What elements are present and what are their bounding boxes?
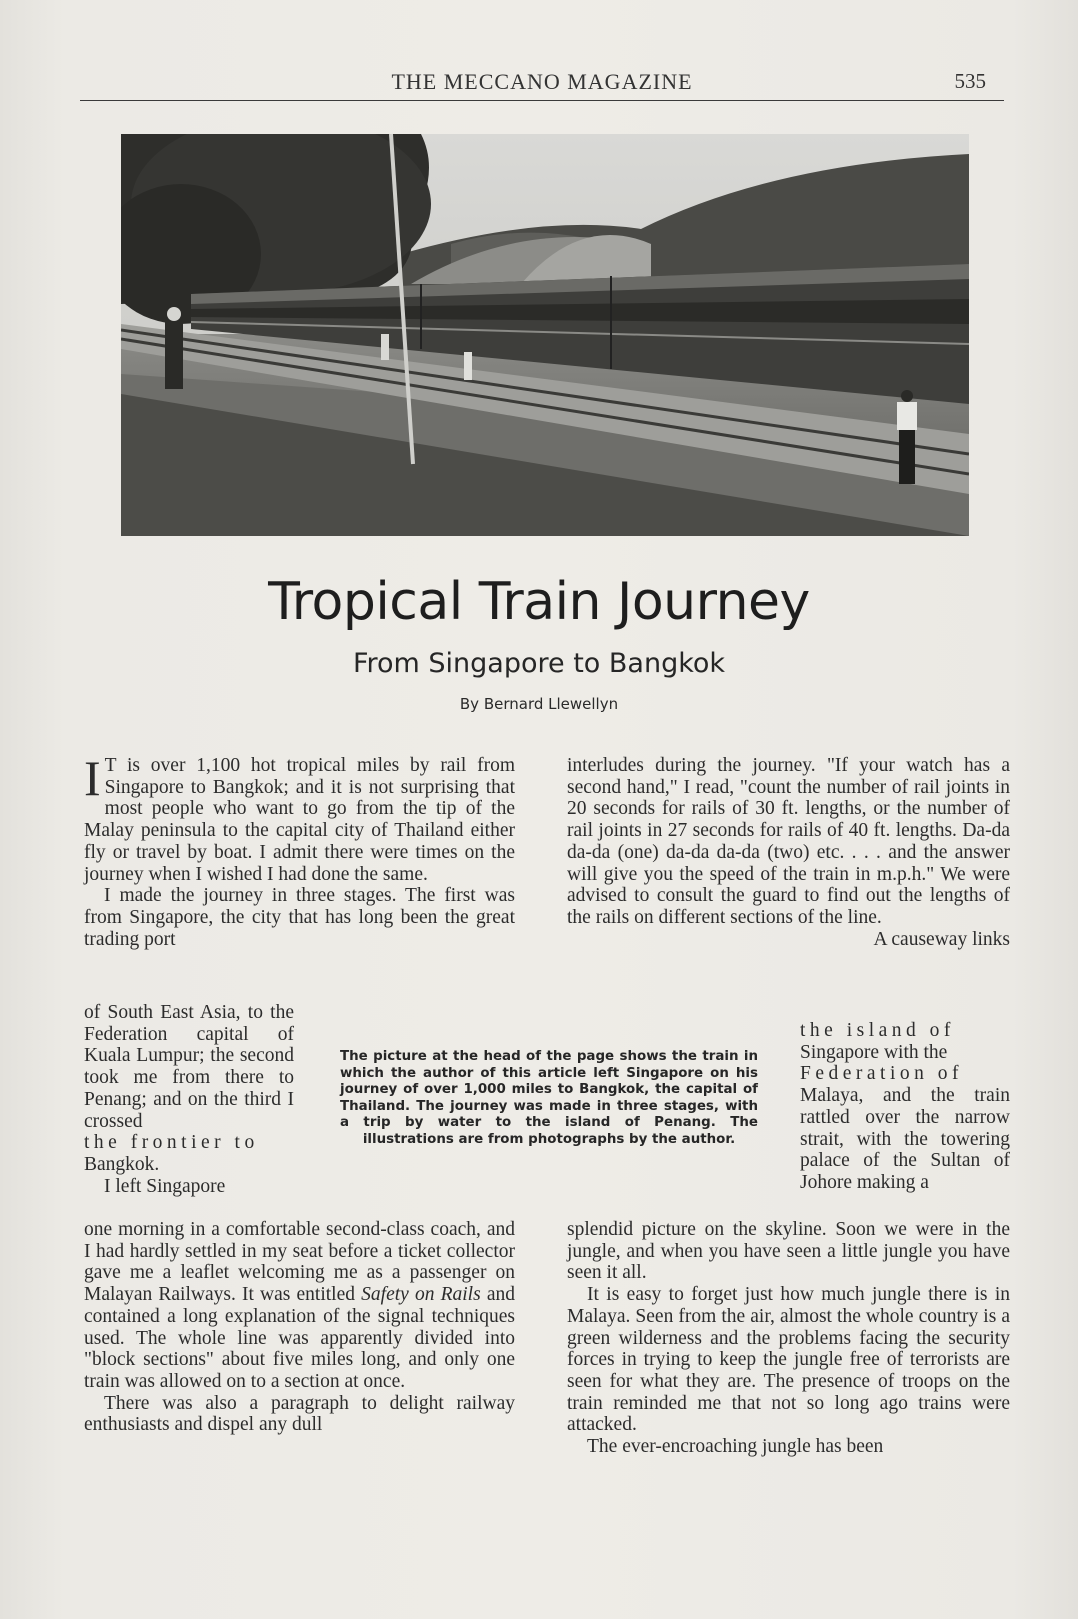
paragraph-text: A causeway links [873, 928, 1010, 950]
paragraph-text: the island of [800, 1020, 955, 1041]
paragraph-text: Bangkok. [84, 1153, 160, 1175]
paragraph-text: Singapore with the [800, 1041, 948, 1063]
paragraph-text: I made the journey in three stages. The first was from Singapore, the city that has long been the great trading port [84, 885, 515, 950]
paragraph-text: The ever-encroaching jungle has been [587, 1436, 884, 1458]
left-column-narrow [84, 1002, 294, 1197]
left-column-top [84, 750, 515, 950]
right-column-narrow [800, 1020, 1010, 1194]
article-byline: By Bernard Llewellyn [459, 695, 619, 713]
paragraph-text: There was also a paragraph to delight railway enthusiasts and dispel any dull [84, 1392, 515, 1436]
left-column-bottom [84, 1219, 515, 1436]
photograph-train-at-station-icon [121, 134, 969, 536]
paragraph-text: It is easy to forget just how much jungle there is in Malaya. Seen from the air, almost the whole country is a green wilderness and the problems facing the security forces in trying to keep the jungle free of terrorists are seen for what they are. The presence of troops on the train reminded me that not so long ago trains were attacked. [567, 1284, 1010, 1436]
paragraph-text: one morning in a comfortable second-class coach, and I had hardly settled in my seat before a ticket collector gave me a leaflet welcoming me as a passenger on Malayan Railways. It was entitled [84, 1219, 515, 1306]
page-number: 535 [954, 69, 986, 93]
paragraph-text: the frontier to [84, 1132, 259, 1154]
paragraph [84, 1219, 515, 1393]
magazine-title: THE MECCANO MAGAZINE [391, 69, 693, 94]
article-title: Tropical Train Journey [268, 572, 810, 632]
right-column-bottom [567, 1219, 1010, 1458]
paragraph-text: and contained a long explanation of the signal techniques used. The whole line was apparently divided into "block sections" about five miles long, and only one train was allowed on to a section at once. [84, 1284, 516, 1392]
paragraph-text: interludes during the journey. "If your watch has a second hand," I read, "count the number of rail joints in 20 seconds for rails of 30 ft. lengths, or the number of rail joints in 27 seconds for rails of 40 ft. lengths. Da-da da-da (one) da-da da-da (two) etc. . . . and the answer will give you the speed of the train in m.p.h." We were advised to consult the guard to find out the lengths of the rails on different sections of the line. [567, 755, 1010, 928]
running-header [80, 64, 1004, 101]
paragraph-text: I left Singapore [104, 1175, 226, 1197]
paragraph-text: Malaya, and the train rattled over the narrow strait, with the towering palace of the Sultan of Johore making a [800, 1085, 1010, 1193]
article-subtitle: From Singapore to Bangkok [352, 648, 726, 679]
drop-cap: I [84, 750, 101, 806]
right-column-top [567, 755, 1010, 950]
leaflet-title: Safety on Rails [361, 1284, 481, 1306]
photo-caption: The picture at the head of the page shows the train in which the author of this article left Singapore on his journey of over 1,000 miles to Bangkok, the capital of Thailand. The journey was made in three stages, with a trip by water to the island of Penang. The illustrations are from photographs by the author. [340, 1049, 758, 1147]
train-photograph [121, 134, 969, 536]
paragraph-text: Federation of [800, 1063, 964, 1085]
paragraph-text: splendid picture on the skyline. Soon we were in the jungle, and when you have seen a little jungle you have seen it all. [567, 1219, 1010, 1284]
paragraph-text: T is over 1,100 hot tropical miles by rail from Singapore to Bangkok; and it is not surprising that most people who want to go from the tip of the Malay peninsula to the capital city of Thailand either fly or travel by boat. I admit there were times on the journey when I wished I had done the same. [84, 755, 515, 885]
paragraph-text: of South East Asia, to the Federation capital of Kuala Lumpur; the second took me from there to Penang; and on the third I crossed [84, 1002, 294, 1132]
paragraph [84, 750, 515, 885]
